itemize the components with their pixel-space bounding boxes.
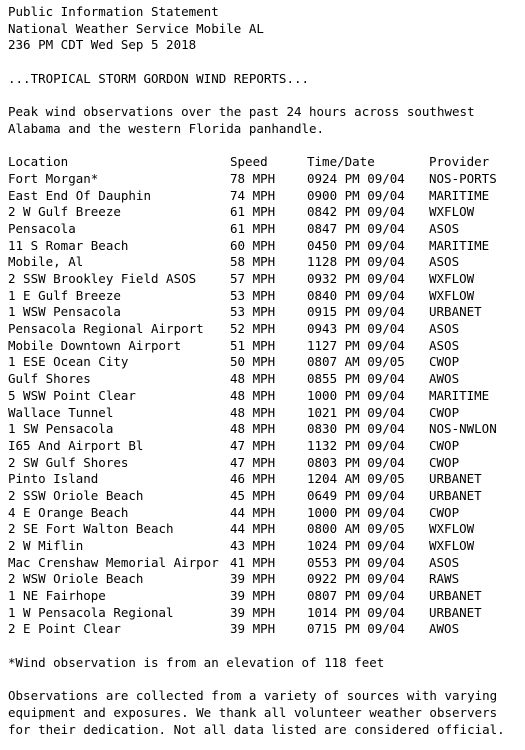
cell-speed: 44 MPH <box>230 521 276 537</box>
cell-time: 0553 PM 09/04 <box>307 554 405 570</box>
statement-document <box>8 4 520 738</box>
spacer <box>8 54 520 71</box>
cell-location: 1 NE Fairhope <box>8 588 106 604</box>
cell-location: Mobile, Al <box>8 254 84 270</box>
cell-provider: ASOS <box>429 254 460 270</box>
cell-location: 1 W Pensacola Regional <box>8 604 174 620</box>
cell-time: 1204 AM 09/05 <box>307 471 405 487</box>
cell-provider: MARITIME <box>429 237 490 253</box>
cell-speed: 51 MPH <box>230 337 276 353</box>
cell-location: 1 ESE Ocean City <box>8 354 129 370</box>
closing-line-3: for their dedication. Not all data listed are considered official. <box>8 721 505 737</box>
cell-provider: NOS-NWLON <box>429 421 497 437</box>
cell-speed: 53 MPH <box>230 287 276 303</box>
cell-location: 2 E Point Clear <box>8 621 121 637</box>
cell-location: 1 E Gulf Breeze <box>8 287 121 303</box>
cell-time: 0840 PM 09/04 <box>307 287 405 303</box>
cell-speed: 48 MPH <box>230 404 276 420</box>
cell-provider: WXFLOW <box>429 271 475 286</box>
table-row <box>8 288 520 305</box>
cell-time: 1014 PM 09/04 <box>307 604 405 620</box>
cell-location: Pensacola Regional Airport <box>8 321 204 337</box>
table-row <box>8 471 520 488</box>
cell-time: 0842 PM 09/04 <box>307 204 405 220</box>
cell-time: 1127 PM 09/04 <box>307 337 405 353</box>
table-row <box>8 405 520 422</box>
cell-time: 0807 AM 09/05 <box>307 354 405 370</box>
cell-speed: 58 MPH <box>230 254 276 270</box>
cell-time: 1128 PM 09/04 <box>307 254 405 270</box>
cell-speed: 61 MPH <box>230 220 276 236</box>
cell-provider: CWOP <box>429 454 460 470</box>
cell-provider: WXFLOW <box>429 204 475 220</box>
cell-provider: URBANET <box>429 604 482 620</box>
table-row <box>8 505 520 522</box>
table-row <box>8 238 520 255</box>
table-row <box>8 438 520 455</box>
cell-speed: 53 MPH <box>230 304 276 320</box>
intro-line-2: Alabama and the western Florida panhandle. <box>8 120 325 136</box>
cell-provider: MARITIME <box>429 187 490 203</box>
cell-speed: 48 MPH <box>230 387 276 403</box>
cell-location: Pensacola <box>8 220 76 236</box>
cell-speed: 47 MPH <box>230 454 276 470</box>
wind-reports-table <box>8 171 520 638</box>
cell-location: Mac Crenshaw Memorial Airpor <box>8 554 219 570</box>
cell-time: 0800 AM 09/05 <box>307 521 405 537</box>
table-row <box>8 338 520 355</box>
table-row <box>8 188 520 205</box>
cell-speed: 78 MPH <box>230 170 276 186</box>
table-row <box>8 254 520 271</box>
cell-speed: 41 MPH <box>230 554 276 570</box>
cell-speed: 45 MPH <box>230 487 276 503</box>
cell-speed: 43 MPH <box>230 538 276 553</box>
footnote: *Wind observation is from an elevation of 118 feet <box>8 654 385 670</box>
cell-time: 0943 PM 09/04 <box>307 321 405 337</box>
cell-speed: 47 MPH <box>230 437 276 453</box>
intro-line-1: Peak wind observations over the past 24 hours across southwest <box>8 104 475 120</box>
cell-time: 0900 PM 09/04 <box>307 187 405 203</box>
closing-line-2: equipment and exposures. We thank all volunteer weather observers <box>8 704 498 720</box>
cell-location: 2 SSW Brookley Field ASOS <box>8 271 197 286</box>
cell-location: Gulf Shores <box>8 371 91 387</box>
cell-time: 0803 PM 09/04 <box>307 454 405 470</box>
cell-time: 1000 PM 09/04 <box>307 504 405 520</box>
cell-location: 2 SW Gulf Shores <box>8 454 129 470</box>
table-header <box>8 154 520 171</box>
cell-location: 1 SW Pensacola <box>8 421 114 437</box>
cell-location: 2 WSW Oriole Beach <box>8 571 144 587</box>
cell-provider: URBANET <box>429 588 482 604</box>
statement-title: ...TROPICAL STORM GORDON WIND REPORTS... <box>8 70 310 86</box>
table-row <box>8 221 520 238</box>
cell-time: 0649 PM 09/04 <box>307 487 405 503</box>
closing-line-1: Observations are collected from a variety of sources with varying <box>8 688 498 704</box>
cell-provider: CWOP <box>429 354 460 370</box>
spacer <box>8 638 520 655</box>
cell-time: 1021 PM 09/04 <box>307 404 405 420</box>
cell-provider: ASOS <box>429 337 460 353</box>
cell-provider: URBANET <box>429 471 482 487</box>
cell-time: 1024 PM 09/04 <box>307 538 405 553</box>
cell-provider: AWOS <box>429 371 460 387</box>
table-row <box>8 521 520 538</box>
cell-time: 0932 PM 09/04 <box>307 271 405 286</box>
header-office: National Weather Service Mobile AL <box>8 20 264 36</box>
cell-location: 2 SSW Oriole Beach <box>8 487 144 503</box>
cell-speed: 48 MPH <box>230 371 276 387</box>
spacer <box>8 138 520 155</box>
table-row <box>8 271 520 288</box>
cell-provider: RAWS <box>429 571 460 587</box>
cell-speed: 50 MPH <box>230 354 276 370</box>
cell-location: Wallace Tunnel <box>8 404 114 420</box>
table-row <box>8 304 520 321</box>
cell-speed: 48 MPH <box>230 421 276 437</box>
table-row <box>8 388 520 405</box>
cell-speed: 39 MPH <box>230 588 276 604</box>
cell-location: 5 WSW Point Clear <box>8 387 136 403</box>
spacer <box>8 672 520 689</box>
cell-speed: 74 MPH <box>230 187 276 203</box>
cell-speed: 46 MPH <box>230 471 276 487</box>
cell-location: East End Of Dauphin <box>8 187 151 203</box>
cell-provider: AWOS <box>429 621 460 637</box>
table-row <box>8 588 520 605</box>
cell-provider: CWOP <box>429 504 460 520</box>
cell-speed: 44 MPH <box>230 504 276 520</box>
cell-time: 0922 PM 09/04 <box>307 571 405 587</box>
cell-provider: MARITIME <box>429 387 490 403</box>
table-row <box>8 605 520 622</box>
cell-speed: 39 MPH <box>230 571 276 587</box>
cell-location: Pinto Island <box>8 471 99 487</box>
cell-speed: 57 MPH <box>230 271 276 286</box>
column-header-speed: Speed <box>230 154 268 170</box>
table-row <box>8 555 520 572</box>
table-row <box>8 354 520 371</box>
table-row <box>8 488 520 505</box>
cell-time: 1000 PM 09/04 <box>307 387 405 403</box>
cell-time: 0715 PM 09/04 <box>307 621 405 637</box>
cell-provider: ASOS <box>429 220 460 236</box>
cell-speed: 60 MPH <box>230 237 276 253</box>
table-row <box>8 421 520 438</box>
cell-location: Fort Morgan* <box>8 170 99 186</box>
table-row <box>8 538 520 555</box>
cell-location: 11 S Romar Beach <box>8 237 129 253</box>
cell-time: 0830 PM 09/04 <box>307 421 405 437</box>
cell-provider: ASOS <box>429 321 460 337</box>
cell-location: 2 W Miflin <box>8 538 84 553</box>
cell-location: I65 And Airport Bl <box>8 437 144 453</box>
cell-location: 2 SE Fort Walton Beach <box>8 521 174 537</box>
cell-time: 0450 PM 09/04 <box>307 237 405 253</box>
cell-location: 1 WSW Pensacola <box>8 304 121 320</box>
table-row <box>8 455 520 472</box>
cell-provider: WXFLOW <box>429 538 475 553</box>
table-row <box>8 371 520 388</box>
column-header-location: Location <box>8 154 69 170</box>
table-row <box>8 621 520 638</box>
cell-location: 2 W Gulf Breeze <box>8 204 121 220</box>
cell-speed: 61 MPH <box>230 204 276 220</box>
cell-speed: 39 MPH <box>230 604 276 620</box>
table-row <box>8 204 520 221</box>
cell-time: 0807 PM 09/04 <box>307 588 405 604</box>
cell-location: Mobile Downtown Airport <box>8 337 182 353</box>
cell-location: 4 E Orange Beach <box>8 504 129 520</box>
cell-speed: 39 MPH <box>230 621 276 637</box>
table-row <box>8 171 520 188</box>
cell-provider: URBANET <box>429 304 482 320</box>
column-header-time: Time/Date <box>307 154 375 170</box>
cell-provider: ASOS <box>429 554 460 570</box>
cell-provider: WXFLOW <box>429 521 475 537</box>
cell-speed: 52 MPH <box>230 321 276 337</box>
cell-provider: URBANET <box>429 487 482 503</box>
column-header-provider: Provider <box>429 154 490 170</box>
cell-provider: NOS-PORTS <box>429 170 497 186</box>
cell-time: 0924 PM 09/04 <box>307 170 405 186</box>
header-timestamp: 236 PM CDT Wed Sep 5 2018 <box>8 37 197 53</box>
cell-time: 0847 PM 09/04 <box>307 220 405 236</box>
table-row <box>8 321 520 338</box>
cell-time: 0915 PM 09/04 <box>307 304 405 320</box>
cell-provider: WXFLOW <box>429 287 475 303</box>
cell-provider: CWOP <box>429 404 460 420</box>
cell-provider: CWOP <box>429 437 460 453</box>
header-statement-type: Public Information Statement <box>8 4 219 19</box>
cell-time: 1132 PM 09/04 <box>307 437 405 453</box>
spacer <box>8 87 520 104</box>
cell-time: 0855 PM 09/04 <box>307 371 405 387</box>
table-row <box>8 571 520 588</box>
